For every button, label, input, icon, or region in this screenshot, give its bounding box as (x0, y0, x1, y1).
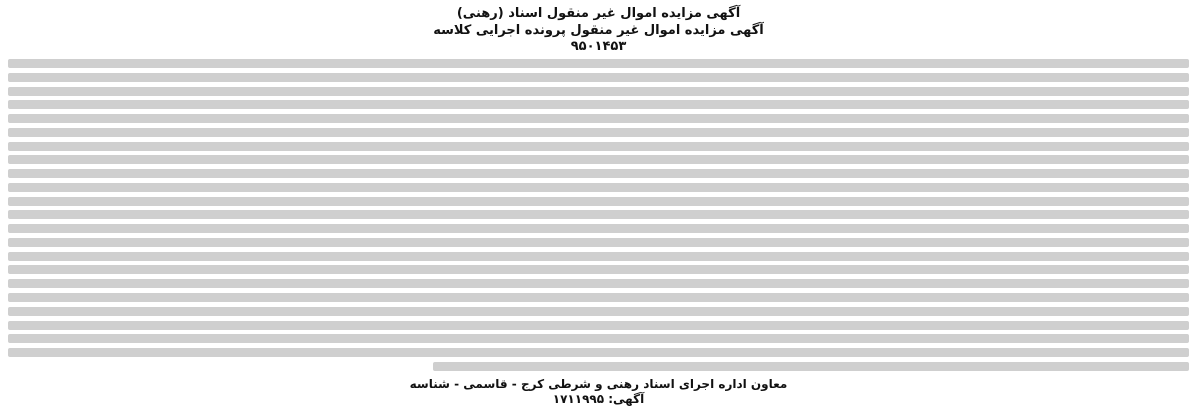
body-line-placeholder (8, 293, 1189, 302)
notice-title: آگهی مزایده اموال غیر منقول اسناد (رهنی) (456, 6, 741, 21)
signature-line: معاون اداره اجرای اسناد رهنی و شرطی کرج - قاسمی - شناسه (409, 377, 788, 391)
body-line-placeholder (8, 210, 1189, 219)
body-line-placeholder (8, 73, 1189, 82)
body-line-placeholder (8, 197, 1189, 206)
notice-body (8, 59, 1189, 371)
body-line-placeholder (8, 279, 1189, 288)
auction-notice (6, 5, 1191, 406)
body-line-placeholder (8, 169, 1189, 178)
body-line-placeholder (8, 114, 1189, 123)
acknowledgement-id: آگهی: ۱۷۱۱۹۹۵ (552, 392, 645, 406)
body-line-placeholder (8, 321, 1189, 330)
body-line-placeholder (8, 155, 1189, 164)
body-line-placeholder (8, 334, 1189, 343)
body-line-placeholder (8, 59, 1189, 68)
body-line-placeholder (8, 224, 1189, 233)
body-line-placeholder (8, 265, 1189, 274)
body-line-placeholder (433, 362, 1189, 371)
body-line-placeholder (8, 348, 1189, 357)
body-line-placeholder (8, 142, 1189, 151)
file-number: ۹۵۰۱۴۵۳ (570, 39, 627, 54)
body-line-placeholder (8, 128, 1189, 137)
notice-subtitle: آگهی مزایده اموال غیر منقول پرونده اجرایی کلاسه (433, 23, 764, 38)
body-line-placeholder (8, 252, 1189, 261)
body-line-placeholder (8, 307, 1189, 316)
body-line-placeholder (8, 100, 1189, 109)
body-line-placeholder (8, 87, 1189, 96)
body-line-placeholder (8, 183, 1189, 192)
body-line-placeholder (8, 238, 1189, 247)
